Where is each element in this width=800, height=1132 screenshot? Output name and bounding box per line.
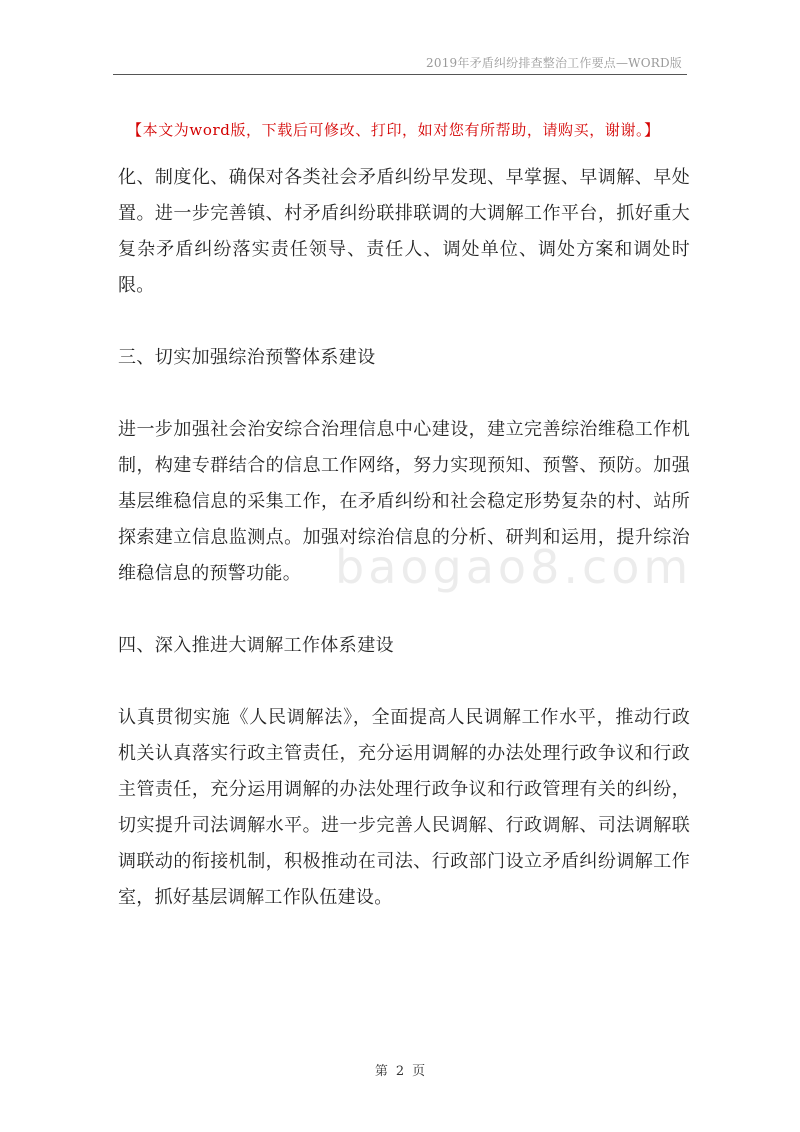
page-label-prefix: 第 bbox=[374, 1064, 388, 1079]
purchase-notice: 【本文为word版，下载后可修改、打印，如对您有所帮助，请购买，谢谢。】 bbox=[127, 121, 660, 139]
page-label-suffix: 页 bbox=[412, 1064, 426, 1079]
header-divider bbox=[113, 74, 687, 75]
page-footer bbox=[0, 1060, 800, 1079]
paragraph-gap bbox=[118, 376, 690, 412]
paragraph-gap bbox=[118, 592, 690, 628]
document-body bbox=[118, 160, 693, 916]
section-heading: 四、深入推进大调解工作体系建设 bbox=[118, 635, 394, 656]
body-paragraph: 化、制度化、确保对各类社会矛盾纠纷早发现、早掌握、早调解、早处置。进一步完善镇、村矛盾纠纷联排联调的大调解工作平台，抓好重大复杂矛盾纠纷落实责任领导、责任人、调处单位、调处方案和调处时限。 bbox=[118, 167, 690, 296]
page-number: 2 bbox=[395, 1064, 405, 1079]
section-heading: 三、切实加强综治预警体系建设 bbox=[118, 347, 376, 368]
running-header: 2019年矛盾纠纷排查整治工作要点—WORD版 bbox=[426, 56, 682, 70]
body-paragraph: 进一步加强社会治安综合治理信息中心建设，建立完善综治维稳工作机制，构建专群结合的信息工作网络，努力实现预知、预警、预防。加强基层维稳信息的采集工作，在矛盾纠纷和社会稳定形势复杂的村、站所探索建立信息监测点。加强对综治信息的分析、研判和运用，提升综治维稳信息的预警功能。 bbox=[118, 419, 690, 584]
paragraph-gap bbox=[118, 664, 690, 700]
paragraph-gap bbox=[118, 304, 690, 340]
watermark: baogao8.com bbox=[335, 540, 693, 594]
body-paragraph: 认真贯彻实施《人民调解法》，全面提高人民调解工作水平，推动行政机关认真落实行政主管责任，充分运用调解的办法处理行政争议和行政主管责任，充分运用调解的办法处理行政争议和行政管理有关的纠纷，切实提升司法调解水平。进一步完善人民调解、行政调解、司法调解联调联动的衔接机制，积极推动在司法、行政部门设立矛盾纠纷调解工作室，抓好基层调解工作队伍建设。 bbox=[118, 707, 690, 908]
